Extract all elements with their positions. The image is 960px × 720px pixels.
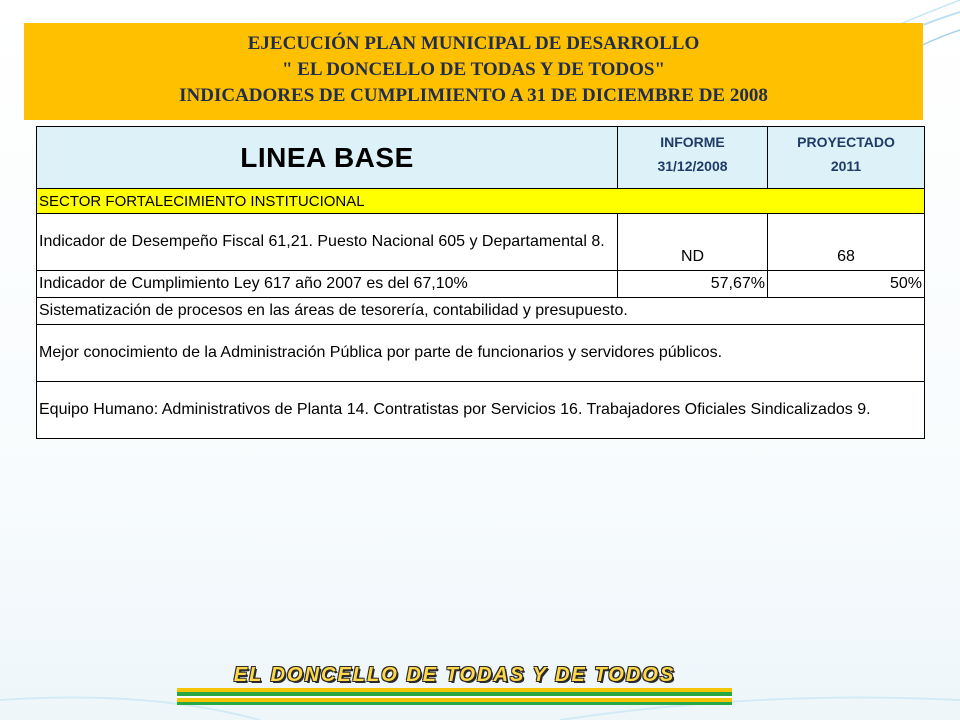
table-row: [37, 382, 925, 439]
table-row: [37, 325, 925, 382]
footer-stripe-5: [177, 702, 732, 705]
indicators-table: [36, 126, 925, 439]
indicator-text: Indicador de Cumplimiento Ley 617 año 2007 es del 67,10%: [37, 271, 618, 298]
table-header-row: [37, 127, 925, 189]
proyectado-value: 50%: [768, 271, 925, 298]
footer-banner: [177, 658, 732, 704]
table-row: [37, 271, 925, 298]
proyectado-column-header: [768, 127, 925, 189]
footer-slogan: EL DONCELLO DE TODAS Y DE TODOS: [233, 664, 676, 686]
header-title-line1: EJECUCIÓN PLAN MUNICIPAL DE DESARROLLO: [247, 33, 700, 54]
indicator-text: Mejor conocimiento de la Administración Pública por parte de funcionarios y servidores públicos.: [37, 325, 925, 382]
sector-row: [37, 189, 925, 214]
informe-column-header: [618, 127, 768, 189]
indicator-text: Sistematización de procesos en las áreas de tesorería, contabilidad y presupuesto.: [37, 298, 925, 325]
table-row: [37, 214, 925, 271]
title-header-box: [24, 23, 923, 120]
header-title-line2: " EL DONCELLO DE TODAS Y DE TODOS": [281, 59, 666, 80]
informe-value: 57,67%: [618, 271, 768, 298]
sector-label: SECTOR FORTALECIMIENTO INSTITUCIONAL: [37, 189, 925, 214]
informe-value: ND: [618, 214, 768, 271]
table-row: [37, 298, 925, 325]
indicator-text: Equipo Humano: Administrativos de Planta 14. Contratistas por Servicios 16. Trabajadores Oficiales Sindicalizados 9.: [37, 382, 925, 439]
proyectado-label: PROYECTADO: [797, 134, 895, 150]
proyectado-value: 68: [768, 214, 925, 271]
indicator-text: Indicador de Desempeño Fiscal 61,21. Puesto Nacional 605 y Departamental 8.: [37, 214, 618, 271]
header-title-line3: INDICADORES DE CUMPLIMIENTO A 31 DE DICIEMBRE DE 2008: [179, 85, 768, 106]
informe-label: INFORME: [660, 134, 725, 150]
linea-base-heading: LINEA BASE: [37, 127, 618, 189]
proyectado-year: 2011: [830, 158, 862, 174]
informe-date: 31/12/2008: [657, 158, 728, 174]
